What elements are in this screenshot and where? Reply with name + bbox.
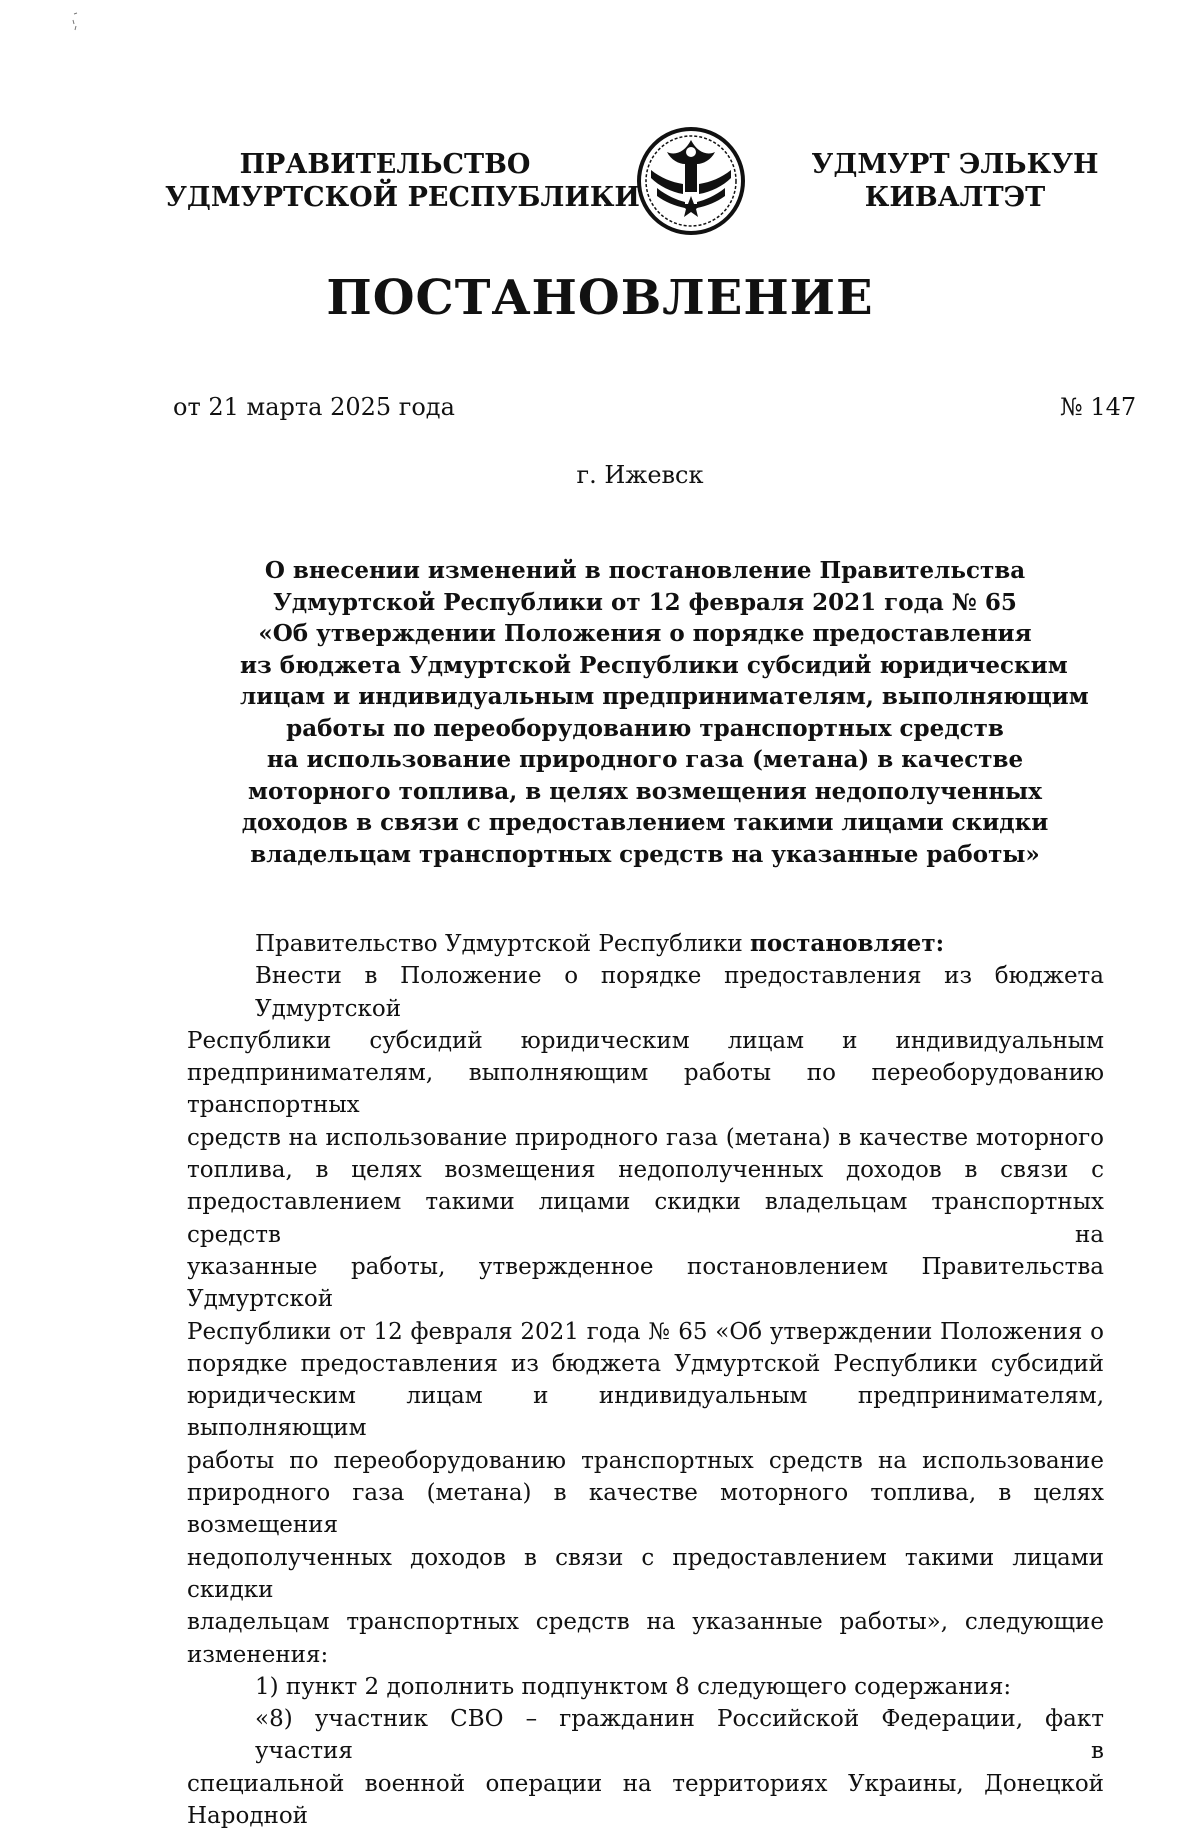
paragraph-line: юридическим лицам и индивидуальным предпринимателям, выполняющим (187, 1383, 1104, 1442)
paragraph-line: порядке предоставления из бюджета Удмуртской Республики субсидий (187, 1350, 1104, 1377)
subject-line: доходов в связи с предоставлением такими лицами скидки (241, 809, 1049, 836)
paragraph-line: предоставлением такими лицами скидки владельцам транспортных средств на (187, 1189, 1104, 1248)
decree-verb: постановляет: (749, 930, 945, 957)
decree-statement (187, 928, 1104, 960)
document-subject (240, 555, 1089, 870)
paragraph-line: природного газа (метана) в качестве моторного топлива, в целях возмещения (187, 1480, 1104, 1539)
subject-line: работы по переоборудованию транспортных средств (286, 714, 1004, 742)
government-name-russian (165, 148, 640, 214)
paragraph-line: изменения: (187, 1641, 329, 1668)
paragraph-line: средств на использование природного газа (метана) в качестве моторного (187, 1124, 1104, 1151)
government-name-line-2: УДМУРТСКОЙ РЕСПУБЛИКИ (165, 182, 640, 213)
subject-line: лицам и индивидуальным предпринимателям, выполняющим (240, 683, 1089, 710)
government-name-udmurt-line-2: КИВАЛТЭТ (864, 182, 1046, 213)
paragraph-line: предпринимателям, выполняющим работы по переоборудованию транспортных (187, 1060, 1104, 1119)
subject-line: О внесении изменений в постановление Правительства (264, 557, 1026, 584)
document-title: ПОСТАНОВЛЕНИЕ (326, 270, 874, 326)
document-body (187, 928, 1104, 1832)
paragraph-line: владельцам транспортных средств на указанные работы», следующие (187, 1609, 1104, 1636)
item-1-quote (187, 1703, 1104, 1832)
paragraph-line: недополученных доходов в связи с предоставлением такими лицами скидки (187, 1544, 1104, 1603)
subject-line: владельцам транспортных средств на указанные работы» (250, 840, 1040, 868)
udmurt-coat-of-arms-icon (627, 122, 755, 240)
paragraph-line: Республики субсидий юридическим лицам и индивидуальным (187, 1027, 1104, 1054)
government-name-line-1: ПРАВИТЕЛЬСТВО (239, 149, 531, 180)
paragraph-line: топлива, в целях возмещения недополученных доходов в связи с (187, 1157, 1104, 1184)
paragraph-amendments (187, 960, 1104, 1671)
subject-line: «Об утверждении Положения о порядке предоставления (258, 620, 1032, 647)
decree-intro: Правительство Удмуртской Республики (255, 931, 750, 957)
subject-line: Удмуртской Республики от 12 февраля 2021 года № 65 (273, 588, 1017, 616)
scan-artifact-mark (70, 12, 84, 32)
subject-line: моторного топлива, в целях возмещения недополученных (248, 777, 1042, 805)
paragraph-line: указанные работы, утвержденное постановлением Правительства Удмуртской (187, 1253, 1104, 1313)
item-1: 1) пункт 2 дополнить подпунктом 8 следующего содержания: (255, 1673, 1012, 1700)
paragraph-line: Республики от 12 февраля 2021 года № 65 «Об утверждении Положения о (187, 1318, 1104, 1345)
subject-line: из бюджета Удмуртской Республики субсидий юридическим (240, 651, 1068, 679)
government-name-udmurt (805, 148, 1105, 214)
government-name-udmurt-line-1: УДМУРТ ЭЛЬКУН (811, 149, 1099, 180)
document-city: г. Ижевск (576, 461, 704, 489)
document-date: от 21 марта 2025 года (173, 393, 455, 421)
document-number: № 147 (1060, 393, 1137, 421)
quote-line: «8) участник СВО – гражданин Российской Федерации, факт участия в (255, 1706, 1104, 1765)
paragraph-line: работы по переоборудованию транспортных средств на использование (187, 1447, 1104, 1474)
paragraph-line: Внести в Положение о порядке предоставления из бюджета Удмуртской (255, 963, 1104, 1022)
quote-line: специальной военной операции на территориях Украины, Донецкой Народной (187, 1770, 1104, 1830)
subject-line: на использование природного газа (метана) в качестве (266, 746, 1024, 773)
